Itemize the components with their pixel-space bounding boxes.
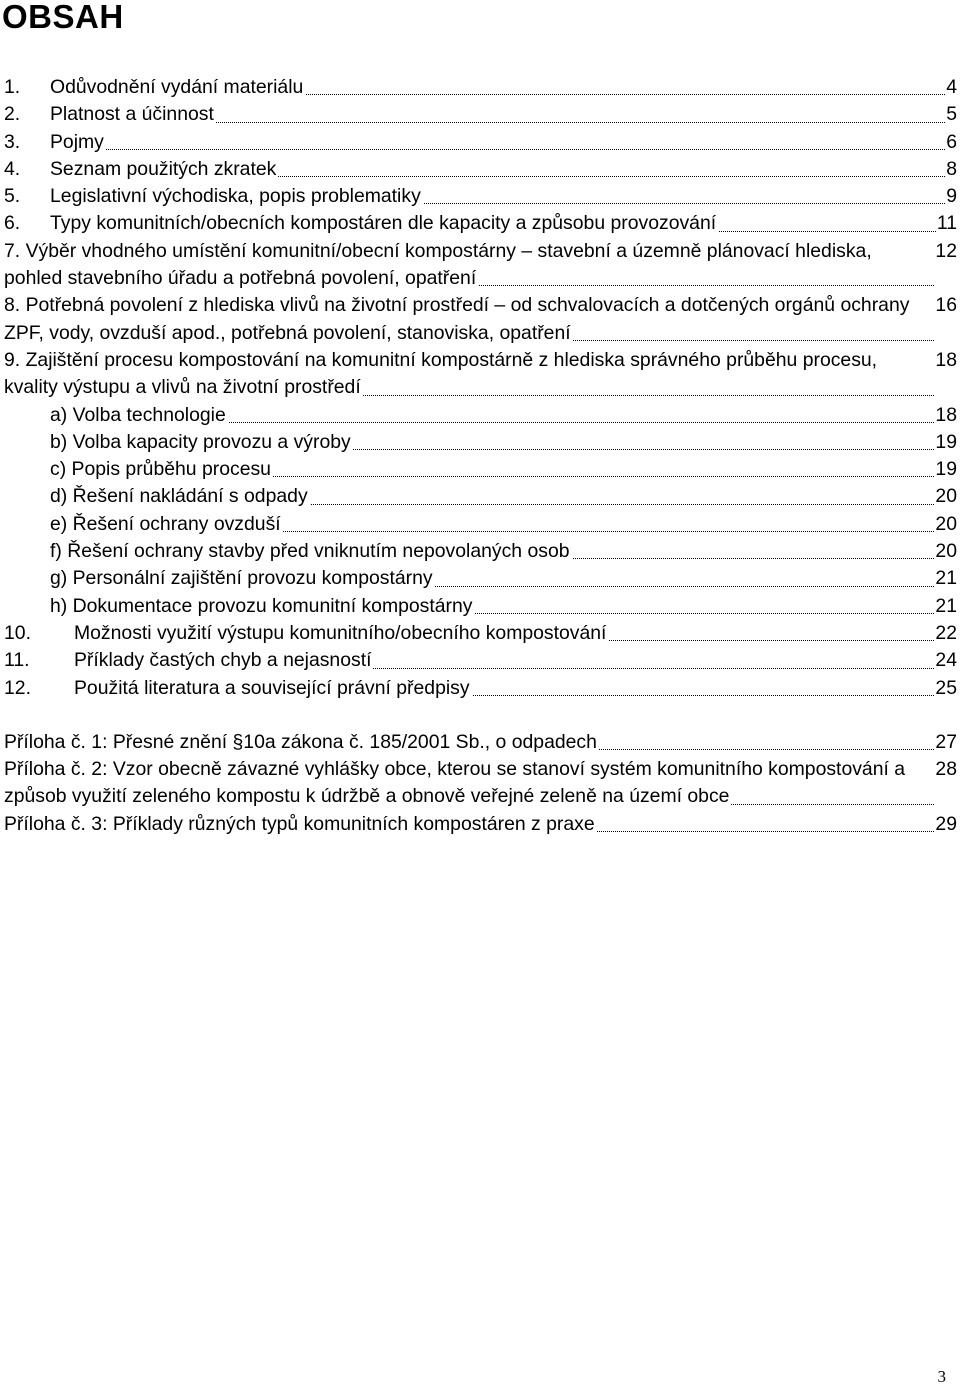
toc-page: 12 bbox=[934, 238, 957, 265]
toc-page: 20 bbox=[934, 511, 957, 538]
toc-number: 2. bbox=[4, 103, 21, 126]
toc-entry-7[interactable] bbox=[4, 238, 957, 293]
page-number: 3 bbox=[937, 1367, 946, 1386]
toc-subentry-b[interactable] bbox=[4, 429, 957, 456]
toc-page: 6 bbox=[945, 129, 957, 156]
toc-subentry-g[interactable] bbox=[4, 565, 957, 592]
toc-annex-2[interactable] bbox=[4, 756, 957, 811]
toc-text: Příloha č. 2: Vzor obecně závazné vyhlášky obce, kterou se stanoví systém komunitního kompostování a způsob využití zeleného kompostu k údržbě a obnově veřejné zeleně na území obce bbox=[4, 758, 906, 808]
toc-text: g) Personální zajištění provozu kompostárny bbox=[50, 567, 433, 590]
toc-number: 11. bbox=[4, 649, 30, 672]
toc-text: Odůvodnění vydání materiálu bbox=[50, 76, 304, 98]
toc-page: 22 bbox=[934, 620, 957, 647]
toc-number: 5. bbox=[4, 185, 21, 208]
toc-page: 16 bbox=[934, 292, 957, 319]
toc-number: 10. bbox=[4, 621, 31, 644]
toc-text: e) Řešení ochrany ovzduší bbox=[50, 512, 281, 535]
toc-page: 28 bbox=[934, 756, 957, 783]
toc-entry-10[interactable] bbox=[4, 620, 957, 647]
toc-page: 8 bbox=[945, 156, 957, 183]
toc-text: Výběr vhodného umístění komunitní/obecní kompostárny – stavební a územně plánovací hlediska, pohled stavebního úřadu a potřebná povolení, opatření bbox=[4, 239, 872, 290]
toc-subentry-h[interactable] bbox=[4, 593, 957, 620]
toc-text: Příloha č. 1: Přesné znění §10a zákona č. 185/2001 Sb., o odpadech bbox=[4, 730, 597, 753]
toc-page: 19 bbox=[934, 456, 957, 483]
toc-text: h) Dokumentace provozu komunitní kompostárny bbox=[50, 594, 473, 617]
toc-page: 25 bbox=[934, 675, 957, 702]
toc-number: 8. bbox=[4, 294, 21, 317]
toc-annex-3[interactable] bbox=[4, 811, 957, 838]
toc-subentry-c[interactable] bbox=[4, 456, 957, 483]
toc-text: Možnosti využití výstupu komunitního/obecního kompostování bbox=[74, 621, 607, 644]
toc-page: 21 bbox=[934, 593, 957, 620]
toc-text: c) Popis průběhu procesu bbox=[50, 458, 271, 481]
toc-page: 20 bbox=[934, 483, 957, 510]
toc-number: 1. bbox=[4, 76, 21, 98]
toc-entry-12[interactable] bbox=[4, 675, 957, 702]
toc-number: 7. bbox=[4, 239, 21, 262]
toc-subentry-e[interactable] bbox=[4, 511, 957, 538]
toc-text: Legislativní východiska, popis problematiky bbox=[50, 185, 421, 208]
toc-entry-2[interactable] bbox=[4, 101, 957, 128]
table-of-contents bbox=[4, 74, 957, 838]
toc-number: 9. bbox=[4, 348, 21, 371]
toc-entry-8[interactable] bbox=[4, 292, 957, 347]
toc-annex-1[interactable] bbox=[4, 729, 957, 756]
toc-text: Příklady častých chyb a nejasností bbox=[74, 649, 372, 672]
toc-page: 18 bbox=[934, 347, 957, 374]
toc-entry-4[interactable] bbox=[4, 156, 957, 183]
toc-text: Typy komunitních/obecních kompostáren dle kapacity a způsobu provozování bbox=[50, 212, 717, 235]
toc-entry-5[interactable] bbox=[4, 183, 957, 210]
toc-text: b) Volba kapacity provozu a výroby bbox=[50, 430, 351, 453]
toc-text: a) Volba technologie bbox=[50, 403, 226, 426]
toc-page: 19 bbox=[934, 429, 957, 456]
toc-page: 11 bbox=[936, 210, 957, 237]
toc-number: 12. bbox=[4, 676, 31, 699]
toc-page: 5 bbox=[945, 101, 957, 128]
toc-text: Platnost a účinnost bbox=[50, 103, 214, 126]
toc-subentry-a[interactable] bbox=[4, 402, 957, 429]
toc-number: 4. bbox=[4, 157, 21, 180]
toc-text: Zajištění procesu kompostování na komunitní kompostárně z hlediska správného průběhu procesu, kvality výstupu a vlivů na životní prostředí bbox=[4, 348, 878, 399]
toc-page: 29 bbox=[934, 811, 957, 838]
section-gap bbox=[4, 702, 957, 729]
toc-page: 24 bbox=[934, 647, 957, 674]
toc-entry-3[interactable] bbox=[4, 129, 957, 156]
toc-number: 3. bbox=[4, 130, 21, 153]
toc-page: 20 bbox=[934, 538, 957, 565]
toc-page: 27 bbox=[934, 729, 957, 756]
toc-page: 21 bbox=[934, 565, 957, 592]
toc-number: 6. bbox=[4, 212, 21, 235]
toc-title: OBSAH bbox=[2, 0, 124, 35]
toc-entry-9[interactable] bbox=[4, 347, 957, 402]
toc-text: d) Řešení nakládání s odpady bbox=[50, 485, 308, 508]
toc-page: 18 bbox=[934, 402, 957, 429]
toc-subentry-d[interactable] bbox=[4, 483, 957, 510]
toc-entry-1[interactable] bbox=[4, 74, 957, 101]
toc-page: 4 bbox=[945, 74, 957, 101]
toc-text: f) Řešení ochrany stavby před vniknutím nepovolaných osob bbox=[50, 540, 570, 563]
toc-text: Příloha č. 3: Příklady různých typů komunitních kompostáren z praxe bbox=[4, 812, 595, 835]
toc-text: Použitá literatura a související právní předpisy bbox=[74, 676, 470, 699]
toc-page: 9 bbox=[945, 183, 957, 210]
toc-entry-11[interactable] bbox=[4, 647, 957, 674]
toc-text: Seznam použitých zkratek bbox=[50, 157, 277, 180]
toc-subentry-f[interactable] bbox=[4, 538, 957, 565]
toc-text: Potřebná povolení z hlediska vlivů na životní prostředí – od schvalovacích a dotčených orgánů ochrany ZPF, vody, ovzduší apod., potřebná povolení, stanoviska, opatření bbox=[4, 294, 910, 344]
toc-entry-6[interactable] bbox=[4, 210, 957, 237]
toc-text: Pojmy bbox=[50, 130, 104, 153]
